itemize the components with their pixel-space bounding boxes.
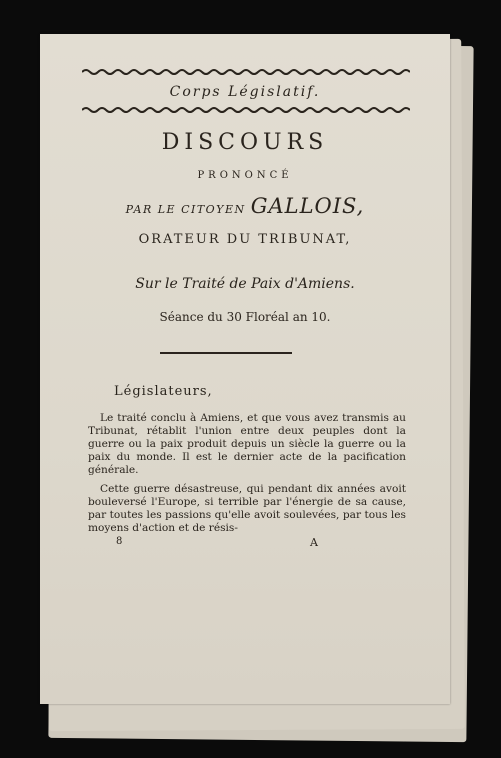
author-name: GALLOIS, bbox=[250, 194, 365, 218]
paragraph: Cette guerre désastreuse, qui pendant dix années avoit bouleversé l'Europe, si terrible par l'énergie de sa cause, par toutes les passions qu'elle avoit soulevées, par tous les moyens d'action et de résis- bbox=[88, 483, 406, 534]
corps-legislatif-heading: Corps Législatif. bbox=[169, 84, 321, 100]
document-title: DISCOURS bbox=[161, 130, 329, 155]
top-ornament bbox=[82, 68, 410, 76]
author-line bbox=[40, 194, 450, 218]
orateur-line: ORATEUR DU TRIBUNAT, bbox=[138, 232, 352, 247]
subject-line: Sur le Traité de Paix d'Amiens. bbox=[135, 276, 355, 292]
divider-rule bbox=[160, 352, 292, 354]
seance-date: Séance du 30 Floréal an 10. bbox=[159, 310, 331, 324]
salutation: Législateurs, bbox=[114, 384, 213, 399]
document-page bbox=[40, 34, 450, 704]
signature-letter: A bbox=[310, 536, 318, 549]
bottom-ornament bbox=[82, 106, 410, 114]
prononce-line: PRONONCÉ bbox=[197, 170, 293, 181]
author-prefix: PAR LE CITOYEN bbox=[125, 203, 246, 216]
body-text bbox=[88, 412, 406, 541]
paragraph: Le traité conclu à Amiens, et que vous avez transmis au Tribunat, rétablit l'union entre deux peuples dont la guerre ou la paix produit depuis un siècle la guerre ou la paix du monde. Il est le dernier acte de la pacification générale. bbox=[88, 412, 406, 476]
signature-mark: 8 bbox=[116, 536, 123, 547]
